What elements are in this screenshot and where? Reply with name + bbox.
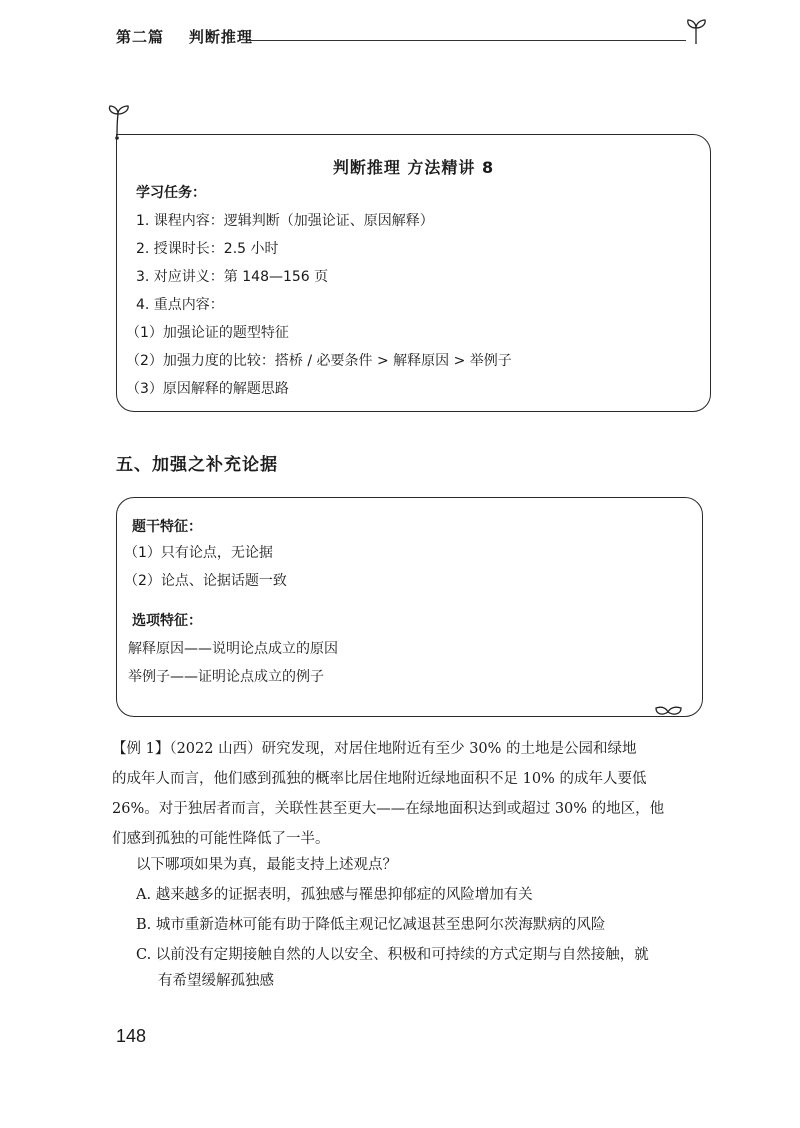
question-stem: 以下哪项如果为真，最能支持上述观点？: [136, 857, 397, 873]
section-heading: 五、加强之补充论据: [116, 455, 278, 475]
box-line: （2）加强力度的比较：搭桥 / 必要条件 > 解释原因 > 举例子: [126, 353, 512, 369]
page-number: 148: [116, 1026, 147, 1046]
box-line: 举例子——证明论点成立的例子: [128, 669, 324, 685]
sprout-icon: [684, 16, 712, 46]
option-a: A. 越来越多的证据表明，孤独感与罹患抑郁症的风险增加有关: [136, 887, 533, 903]
leaves-icon: [654, 700, 684, 720]
header-rule: [246, 40, 686, 41]
box-line: 1. 课程内容：逻辑判断（加强论证、原因解释）: [136, 213, 434, 229]
running-header-title: 第二篇 判断推理: [116, 28, 253, 46]
example-line: 26%。对于独居者而言，关联性甚至更大——在绿地面积达到或超过 30% 的地区，他: [112, 801, 665, 817]
box-line: 4. 重点内容：: [136, 297, 224, 313]
option-c: C. 以前没有定期接触自然的人以安全、积极和可持续的方式定期与自然接触，就: [136, 947, 649, 963]
box-line: （1）只有论点，无论据: [124, 545, 273, 561]
option-b: B. 城市重新造林可能有助于降低主观记忆减退甚至患阿尔茨海默病的风险: [136, 917, 606, 933]
box-line: 3. 对应讲义：第 148—156 页: [136, 269, 329, 285]
box-line: 2. 授课时长：2.5 小时: [136, 241, 279, 257]
box-line: 解释原因——说明论点成立的原因: [128, 641, 338, 657]
box-line: 选项特征：: [132, 613, 202, 629]
box-line: 题干特征：: [132, 519, 202, 535]
example-line: 【例 1】（2022 山西）研究发现，对居住地附近有至少 30% 的土地是公园和绿地: [112, 741, 637, 757]
option-c-continued: 有希望缓解孤独感: [158, 973, 274, 989]
example-line: 们感到孤独的可能性降低了一半。: [112, 831, 330, 847]
box-line: （3）原因解释的解题思路: [126, 381, 289, 397]
box-line: （2）论点、论据话题一致: [124, 573, 287, 589]
box-line: （1）加强论证的题型特征: [126, 325, 289, 341]
example-line: 的成年人而言，他们感到孤独的概率比居住地附近绿地面积不足 10% 的成年人要低: [112, 771, 647, 787]
box-line: 学习任务：: [136, 185, 206, 201]
box-title: 判断推理 方法精讲 8: [332, 158, 495, 177]
